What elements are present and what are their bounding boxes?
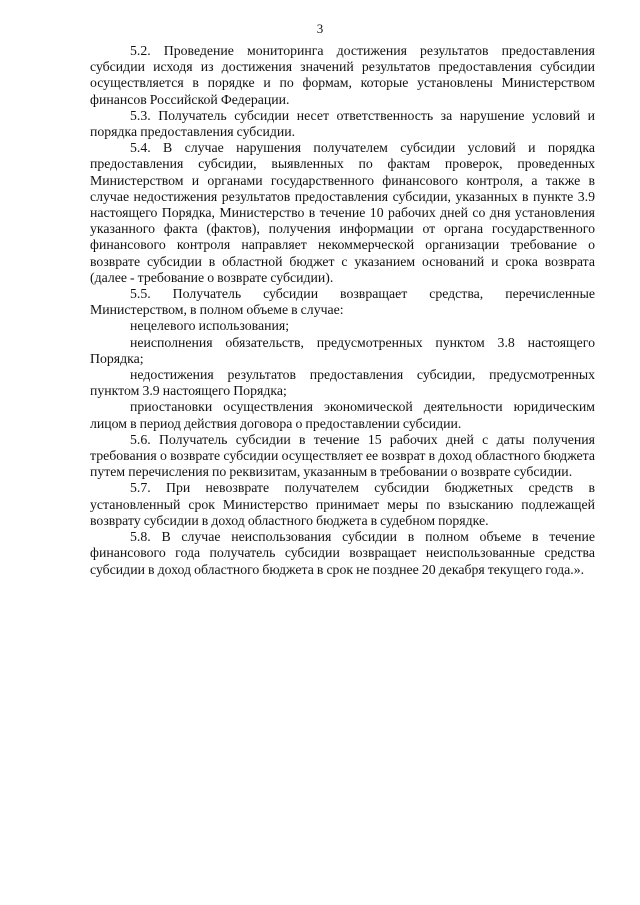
- paragraph-5-8: 5.8. В случае неиспользования субсидии в полном объеме в течение финансового года получатель субсидии возвращает неиспользованные средства субсидии в доход областного бюджета в срок не позднее 20 декабря текущего года.».: [90, 529, 595, 577]
- page-number: 3: [316, 21, 324, 36]
- paragraph-5-4: 5.4. В случае нарушения получателем субсидии условий и порядка предоставления субсидии, выявленных по фактам проверок, проведенных Министерством и органами государственного финансового контроля, а также в случае недостижения результатов предоставления субсидии, указанных в пункте 3.9 настоящего Порядка, Министерство в течение 10 рабочих дней со дня установления указанного факта (фактов), получения информации от органа государственного финансового контроля направляет некоммерческой организации требование о возврате субсидии в областной бюджет с указанием оснований и срока возврата (далее - требование о возврате субсидии).: [90, 140, 595, 285]
- paragraph-5-7: 5.7. При невозврате получателем субсидии бюджетных средств в установленный срок Министерство принимает меры по взысканию подлежащей возврату субсидии в доход областного бюджета в судебном порядке.: [90, 480, 595, 528]
- list-item-misuse: нецелевого использования;: [130, 318, 290, 334]
- list-item-non-fulfillment: неисполнения обязательств, предусмотренных пунктом 3.8 настоящего Порядка;: [90, 334, 595, 366]
- paragraph-5-3: 5.3. Получатель субсидии несет ответственность за нарушение условий и порядка предоставления субсидии.: [90, 107, 595, 140]
- paragraph-5-5: 5.5. Получатель субсидии возвращает средства, перечисленные Министерством, в полном объеме в случае:: [90, 286, 595, 318]
- list-item-suspension: приостановки осуществления экономической деятельности юридическим лицом в период действия договора о предоставлении субсидии.: [90, 399, 595, 431]
- paragraph-5-6: 5.6. Получатель субсидии в течение 15 рабочих дней с даты получения требования о возврате субсидии осуществляет ее возврат в доход областного бюджета путем перечисления по реквизитам, указанным в требовании о возврате субсидии.: [90, 431, 595, 480]
- paragraph-5-2: 5.2. Проведение мониторинга достижения результатов предоставления субсидии исходя из достижения значений результатов предоставления субсидии осуществляется в порядке и по формам, которые установлены Министерством финансов Российской Федерации.: [90, 43, 595, 107]
- list-item-results-not-achieved: недостижения результатов предоставления субсидии, предусмотренных пунктом 3.9 настоящего Порядка;: [90, 367, 595, 399]
- document-body: [90, 43, 595, 578]
